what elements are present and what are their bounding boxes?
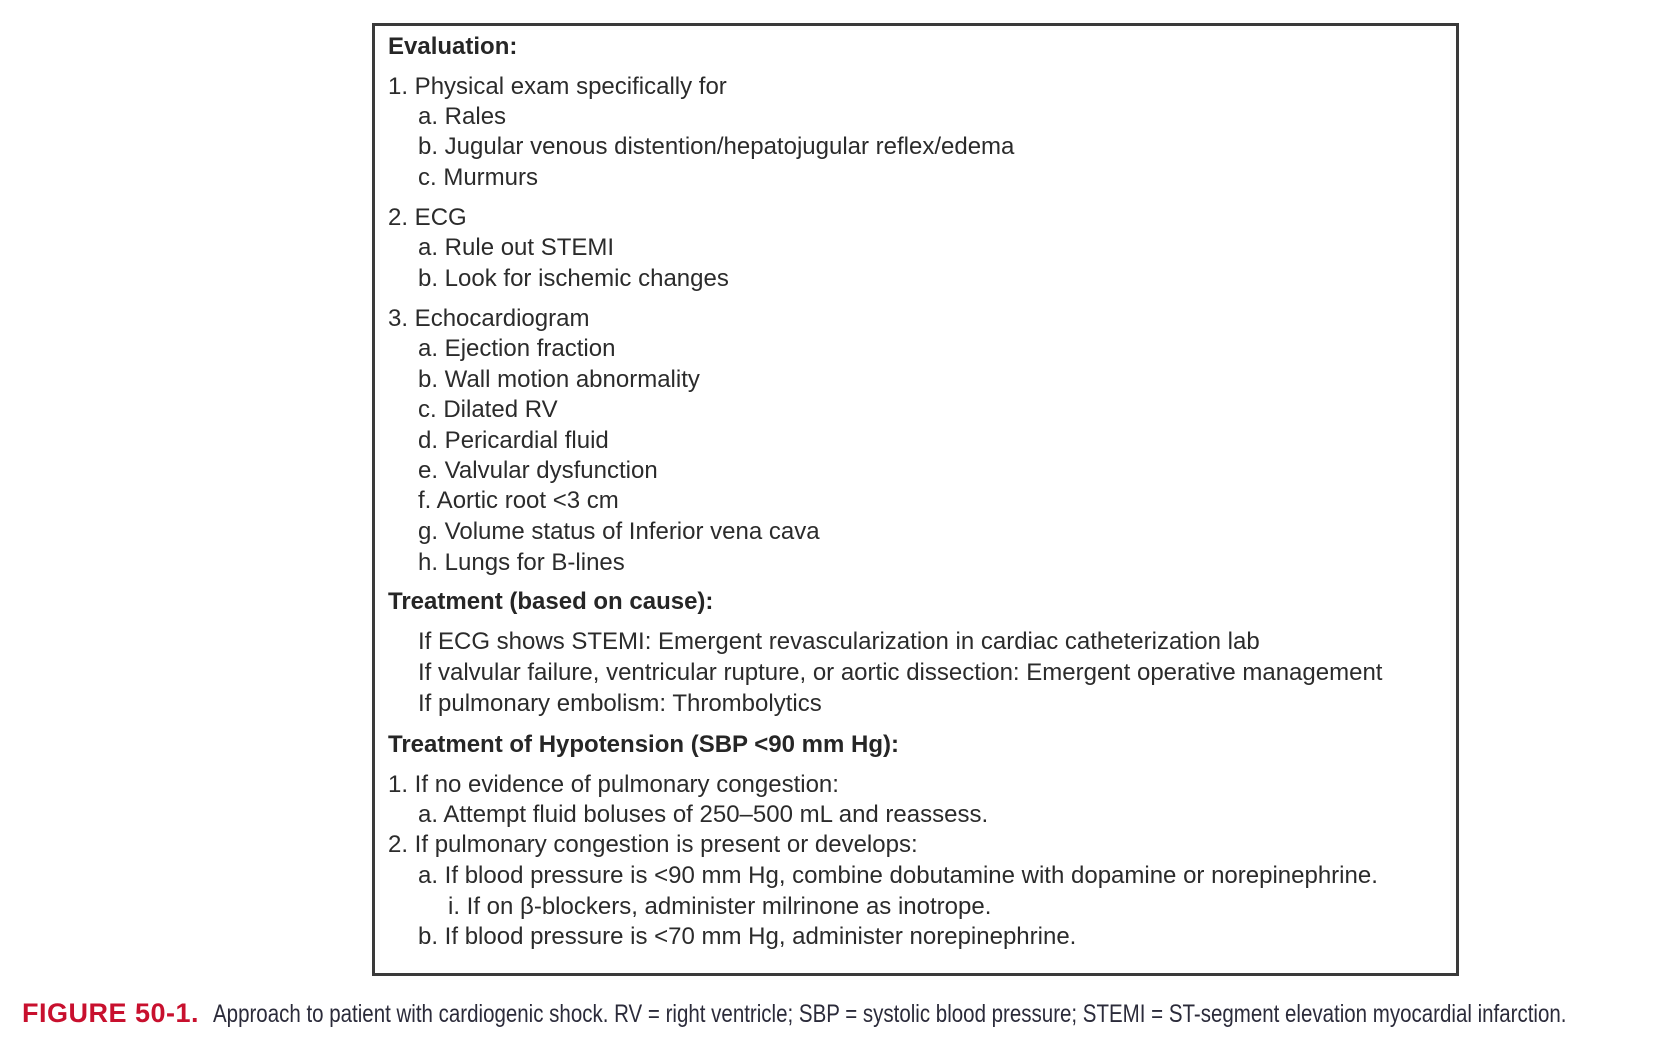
evaluation-heading: Evaluation:	[388, 33, 518, 60]
eval-item-3d: d. Pericardial fluid	[418, 427, 609, 454]
eval-item-3a: a. Ejection fraction	[418, 335, 616, 362]
eval-item-2: 2. ECG	[388, 204, 467, 231]
hypotension-item-2a: a. If blood pressure is <90 mm Hg, combine dobutamine with dopamine or norepinephrine.	[418, 862, 1378, 889]
figure-label: FIGURE 50-1.	[22, 998, 200, 1028]
hypotension-item-1: 1. If no evidence of pulmonary congestion:	[388, 771, 839, 798]
eval-item-1a: a. Rales	[418, 103, 507, 130]
eval-item-3g: g. Volume status of Inferior vena cava	[418, 518, 820, 545]
treatment-cause-heading: Treatment (based on cause):	[388, 588, 714, 615]
eval-item-3b: b. Wall motion abnormality	[418, 366, 700, 393]
treatment-cause-line-3: If pulmonary embolism: Thrombolytics	[418, 690, 822, 717]
flowchart-box	[372, 23, 1459, 976]
figure-caption-text: Approach to patient with cardiogenic shock. RV = right ventricle; SBP = systolic blood pressure; STEMI = ST-segment elevation myocardial infarction.	[213, 1000, 1567, 1028]
eval-item-3f: f. Aortic root <3 cm	[418, 487, 619, 514]
eval-item-1c: c. Murmurs	[418, 164, 538, 191]
figure-caption	[22, 998, 1654, 1029]
hypotension-item-2: 2. If pulmonary congestion is present or develops:	[388, 831, 918, 858]
eval-item-2b: b. Look for ischemic changes	[418, 265, 729, 292]
treatment-cause-line-2: If valvular failure, ventricular rupture, or aortic dissection: Emergent operative management	[418, 659, 1383, 686]
eval-item-3c: c. Dilated RV	[418, 396, 558, 423]
treatment-cause-line-1: If ECG shows STEMI: Emergent revascularization in cardiac catheterization lab	[418, 628, 1260, 655]
hypotension-item-2b: b. If blood pressure is <70 mm Hg, administer norepinephrine.	[418, 923, 1077, 950]
eval-item-2a: a. Rule out STEMI	[418, 234, 615, 261]
hypotension-item-1a: a. Attempt fluid boluses of 250–500 mL and reassess.	[418, 801, 989, 828]
eval-item-1b: b. Jugular venous distention/hepatojugular reflex/edema	[418, 133, 1015, 160]
hypotension-item-2ai: i. If on β-blockers, administer milrinone as inotrope.	[448, 893, 992, 920]
treatment-hypotension-heading: Treatment of Hypotension (SBP <90 mm Hg):	[388, 731, 899, 758]
eval-item-3h: h. Lungs for B-lines	[418, 549, 625, 576]
eval-item-1: 1. Physical exam specifically for	[388, 73, 727, 100]
eval-item-3e: e. Valvular dysfunction	[418, 457, 658, 484]
eval-item-3: 3. Echocardiogram	[388, 305, 590, 332]
